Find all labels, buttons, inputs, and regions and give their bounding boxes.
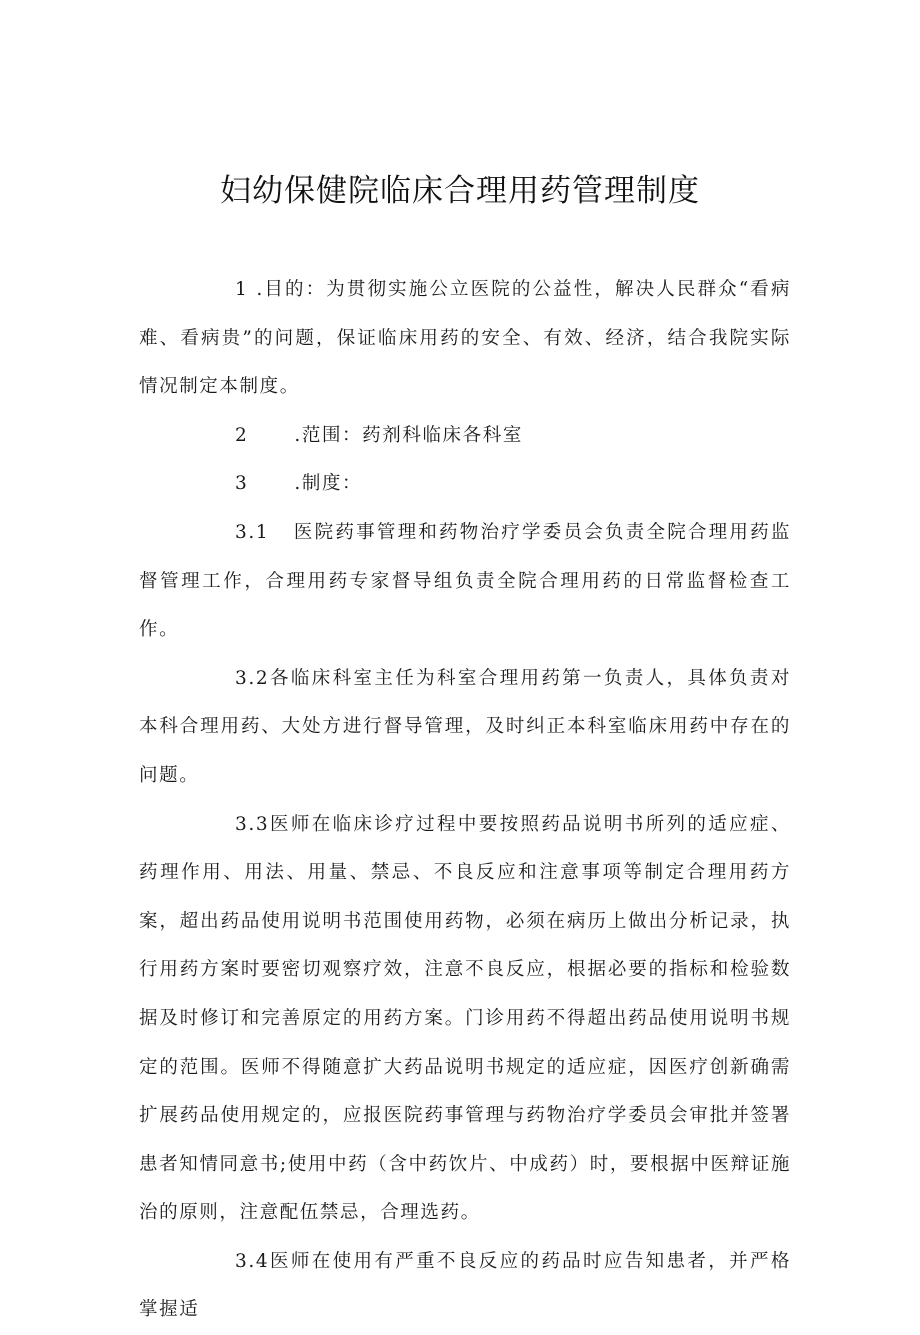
section-text: 各临床科室主任为科室合理用药第一负责人，具体负责对本科合理用药、大处方进行督导管理，及时纠正本科室临床用药中存在的问题。: [139, 667, 791, 786]
document-title: 妇幼保健院临床合理用药管理制度: [220, 173, 700, 209]
section-rules: [139, 460, 791, 509]
section-number: 3.1: [235, 521, 270, 543]
section-number: 2: [235, 424, 249, 446]
section-3-1: [139, 509, 791, 655]
section-text: .制度：: [294, 473, 363, 495]
section-number: 3: [235, 473, 249, 495]
section-text: 医师在临床诊疗过程中要按照药品说明书所列的适应症、药理作用、用法、用量、禁忌、不良反应和注意事项等制定合理用药方案，超出药品使用说明书范围使用药物，必须在病历上做出分析记录，执行用药方案时要密切观察疗效，注意不良反应，根据必要的指标和检验数据及时修订和完善原定的用药方案。门诊用药不得超出药品使用说明书规定的范围。医师不得随意扩大药品说明书规定的适应症，因医疗创新确需扩展药品使用规定的，应报医院药事管理与药物治疗学委员会审批并签署患者知情同意书;使用中药（含中药饮片、中成药）时，要根据中医辩证施治的原则，注意配伍禁忌，合理选药。: [139, 813, 791, 1224]
section-3-4: [139, 1238, 791, 1335]
section-text: 医师在使用有严重不良反应的药品时应告知患者，并严格掌握适: [139, 1250, 791, 1321]
document-body: [139, 266, 791, 1335]
section-number: 3.2: [235, 667, 270, 689]
section-text: 医院药事管理和药物治疗学委员会负责全院合理用药监督管理工作，合理用药专家督导组负责全院合理用药的日常监督检查工作。: [139, 521, 791, 641]
section-3-2: [139, 655, 791, 801]
section-text: .目的：为贯彻实施公立医院的公益性，解决人民群众“看病难、看病贵”的问题，保证临床用药的安全、有效、经济，结合我院实际情况制定本制度。: [139, 279, 791, 398]
section-purpose: [139, 266, 791, 412]
section-number: 3.4: [235, 1250, 270, 1272]
section-3-3: [139, 801, 791, 1238]
section-scope: [139, 412, 791, 461]
section-text: .范围：药剂科临床各科室: [294, 424, 523, 446]
section-number: 3.3: [235, 813, 270, 835]
section-number: 1: [235, 279, 249, 300]
